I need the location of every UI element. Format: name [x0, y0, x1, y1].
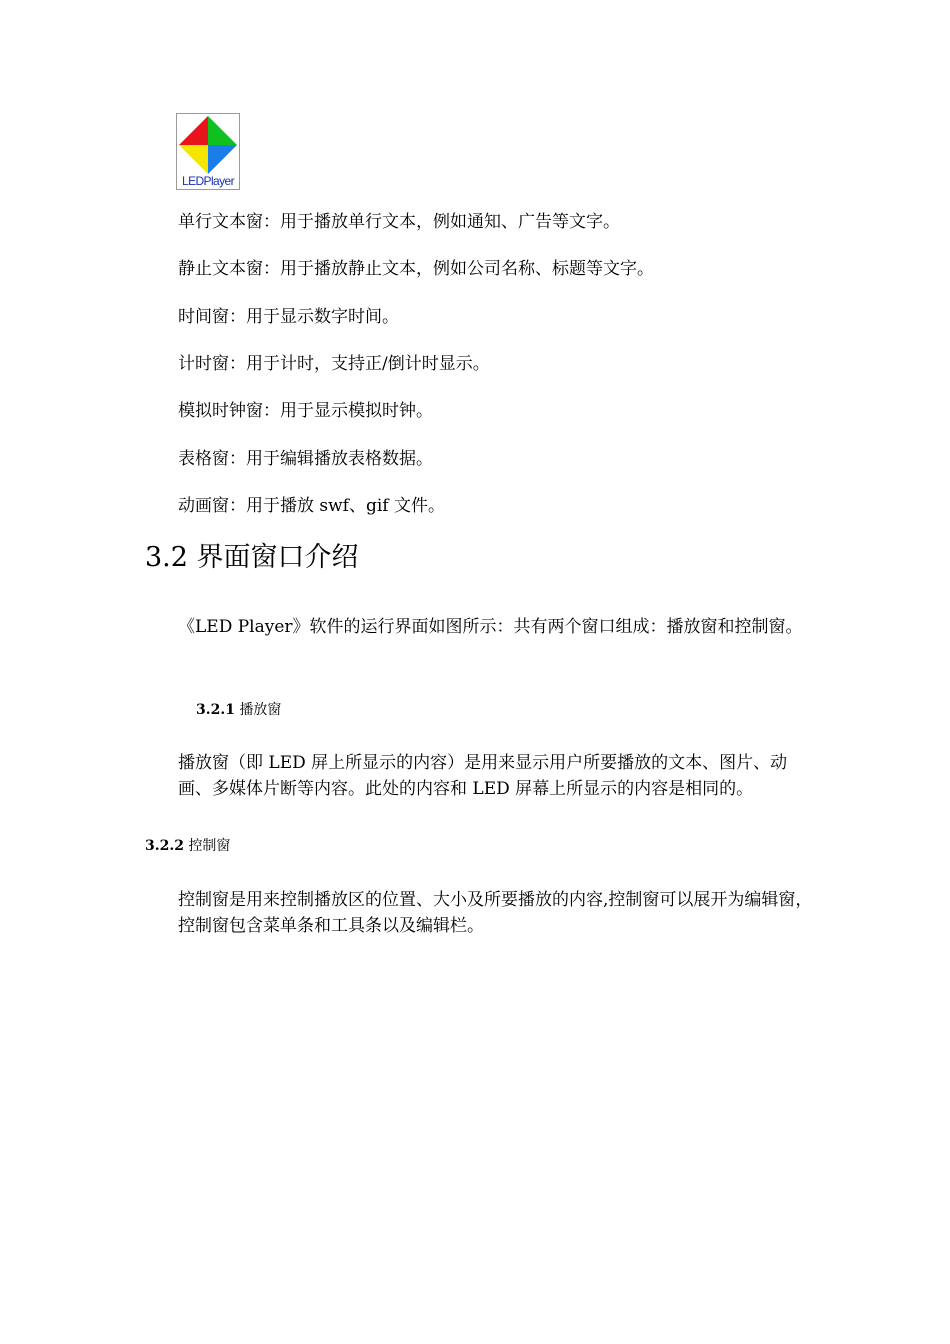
- logo-blue-triangle: [208, 145, 237, 174]
- subsection-2-text: 控制窗是用来控制播放区的位置、大小及所要播放的内容,控制窗可以展开为编辑窗，控制窗包含菜单条和工具条以及编辑栏。: [178, 890, 813, 936]
- subsection-1-text: 播放窗（即 LED 屏上所显示的内容）是用来显示用户所要播放的文本、图片、动画、多媒体片断等内容。此处的内容和 LED 屏幕上所显示的内容是相同的。: [178, 753, 788, 799]
- subsection-1-paragraph: [145, 750, 813, 802]
- section-number: 3.2: [145, 542, 188, 573]
- section-intro-text: 《LED Player》软件的运行界面如图所示：共有两个窗口组成：播放窗和控制窗。: [178, 617, 803, 637]
- window-type-time: 时间窗：用于显示数字时间。: [178, 307, 399, 327]
- subsection-2-paragraph: [145, 887, 813, 939]
- logo-green-triangle: [208, 116, 237, 145]
- subsection-1-title: 播放窗: [239, 702, 282, 718]
- logo-red-triangle: [179, 116, 208, 145]
- window-type-animation: 动画窗：用于播放 swf、gif 文件。: [178, 496, 445, 516]
- subsection-2-number: 3.2.2: [145, 838, 184, 854]
- section-intro-paragraph: [145, 614, 813, 640]
- window-type-timer: 计时窗：用于计时，支持正/倒计时显示。: [178, 354, 490, 374]
- window-type-analog-clock: 模拟时钟窗：用于显示模拟时钟。: [178, 401, 433, 421]
- logo-yellow-triangle: [179, 145, 208, 174]
- section-heading: [145, 540, 359, 576]
- window-type-single-line-text: 单行文本窗：用于播放单行文本，例如通知、广告等文字。: [178, 212, 620, 232]
- led-player-diamond-icon: [177, 114, 239, 176]
- led-player-logo: [176, 113, 240, 190]
- subsection-1-heading: [196, 700, 281, 720]
- subsection-2-title: 控制窗: [188, 838, 231, 854]
- section-title: 界面窗口介绍: [196, 542, 359, 573]
- logo-text: LEDPlayer: [182, 174, 234, 188]
- subsection-2-heading: [145, 836, 230, 856]
- subsection-1-number: 3.2.1: [196, 702, 235, 718]
- window-type-static-text: 静止文本窗：用于播放静止文本，例如公司名称、标题等文字。: [178, 259, 654, 279]
- window-type-table: 表格窗：用于编辑播放表格数据。: [178, 449, 433, 469]
